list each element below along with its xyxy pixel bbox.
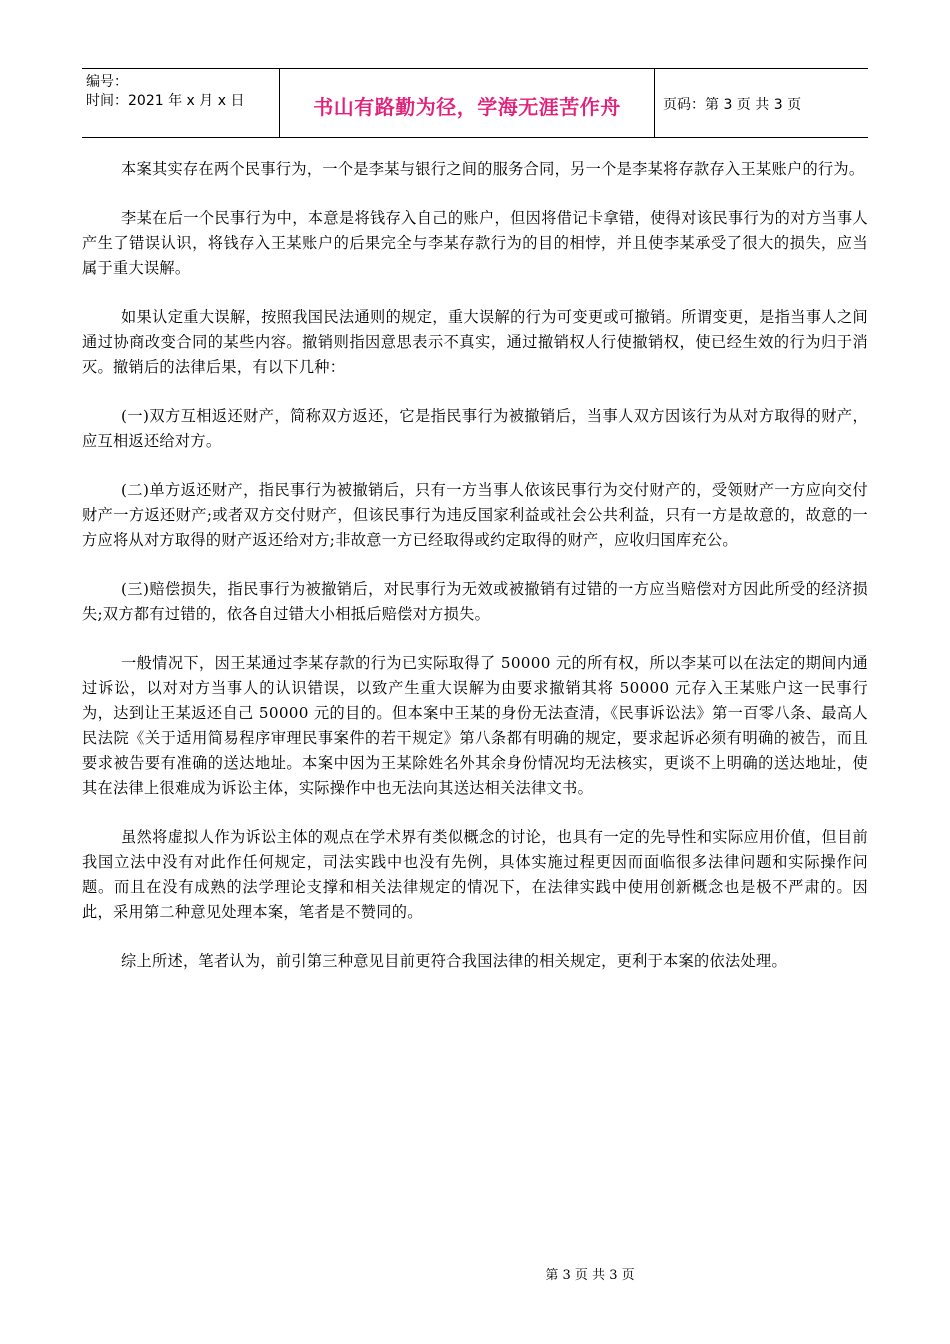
header-meta bbox=[82, 69, 280, 137]
header-motto: 书山有路勤为径，学海无涯苦作舟 bbox=[280, 69, 655, 137]
paragraph: 本案其实存在两个民事行为，一个是李某与银行之间的服务合同，另一个是李某将存款存入王某账户的行为。 bbox=[121, 160, 865, 178]
paragraph: 如果认定重大误解，按照我国民法通则的规定，重大误解的行为可变更或可撤销。所谓变更，是指当事人之间通过协商改变合同的某些内容。撤销则指因意思表示不真实，通过撤销权人行使撤销权，使已经生效的行为归于消灭。撤销后的法律后果，有以下几种： bbox=[82, 308, 868, 376]
document-header bbox=[82, 68, 868, 138]
number-label: 编号： bbox=[86, 74, 128, 90]
paragraph: (一)双方互相返还财产，简称双方返还，它是指民事行为被撤销后，当事人双方因该行为从对方取得的财产，应互相返还给对方。 bbox=[82, 407, 868, 450]
document-body bbox=[82, 157, 868, 998]
paragraph: (二)单方返还财产，指民事行为被撤销后，只有一方当事人依该民事行为交付财产的，受领财产一方应向交付财产一方返还财产;或者双方交付财产，但该民事行为违反国家利益或社会公共利益，只有一方是故意的，故意的一方应将从对方取得的财产返还给对方;非故意一方已经取得或约定取得的财产，应收归国库充公。 bbox=[82, 481, 868, 549]
paragraph: 一般情况下，因王某通过李某存款的行为已实际取得了 50000 元的所有权，所以李某可以在法定的期间内通过诉讼，以对对方当事人的认识错误，以致产生重大误解为由要求撤销其将 50000 元存入王某账户这一民事行为，达到让王某返还自己 50000 元的目的。但本案中王某的身份无法查清，《民事诉讼法》第一百零八条、最高人民法院《关于适用简易程序审理民事案件的若干规定》第八条都有明确的规定，要求起诉必须有明确的被告，而且要求被告要有准确的送达地址。本案中因为王某除姓名外其余身份情况均无法核实，更谈不上明确的送达地址，使其在法律上很难成为诉讼主体，实际操作中也无法向其送达相关法律文书。 bbox=[82, 654, 868, 797]
paragraph: 综上所述，笔者认为，前引第三种意见目前更符合我国法律的相关规定，更利于本案的依法处理。 bbox=[121, 952, 787, 970]
time-label: 时间：2021 年 x 月 x 日 bbox=[86, 93, 245, 109]
paragraph: (三)赔偿损失，指民事行为被撤销后，对民事行为无效或被撤销有过错的一方应当赔偿对方因此所受的经济损失;双方都有过错的，依各自过错大小相抵后赔偿对方损失。 bbox=[82, 580, 868, 623]
header-page-label: 页码：第 3 页 共 3 页 bbox=[663, 97, 802, 113]
page-footer: 第 3 页 共 3 页 bbox=[545, 1268, 635, 1283]
paragraph: 李某在后一个民事行为中，本意是将钱存入自己的账户，但因将借记卡拿错，使得对该民事行为的对方当事人产生了错误认识，将钱存入王某账户的后果完全与李某存款行为的目的相悖，并且使李某承受了很大的损失，应当属于重大误解。 bbox=[82, 209, 868, 277]
paragraph: 虽然将虚拟人作为诉讼主体的观点在学术界有类似概念的讨论，也具有一定的先导性和实际应用价值，但目前我国立法中没有对此作任何规定，司法实践中也没有先例，具体实施过程更因而面临很多法律问题和实际操作问题。而且在没有成熟的法学理论支撑和相关法律规定的情况下，在法律实践中使用创新概念也是极不严肃的。因此，采用第二种意见处理本案，笔者是不赞同的。 bbox=[82, 828, 868, 921]
